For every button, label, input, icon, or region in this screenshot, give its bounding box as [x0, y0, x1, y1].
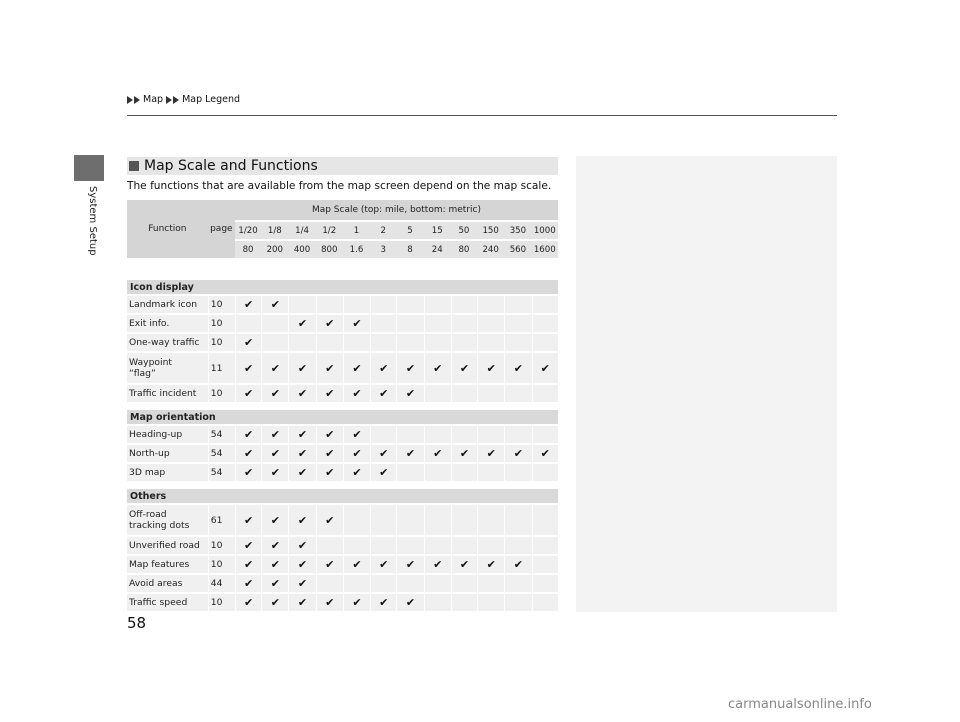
check-icon: ✔ [261, 505, 288, 535]
check-icon: ✔ [343, 594, 370, 611]
empty-cell [288, 334, 315, 351]
scale-metric-cell: 560 [504, 241, 531, 258]
empty-cell [532, 426, 558, 443]
category-label: Icon display [127, 280, 558, 294]
map-scale-table [127, 198, 558, 613]
scale-mile-cell: 1/8 [261, 222, 288, 239]
scale-metric-cell: 3 [370, 241, 396, 258]
empty-cell [477, 575, 504, 592]
empty-cell [370, 315, 396, 332]
empty-cell [288, 296, 315, 313]
check-icon: ✔ [316, 385, 343, 402]
check-icon: ✔ [235, 296, 261, 313]
page-ref: 54 [208, 445, 235, 462]
check-icon: ✔ [261, 464, 288, 481]
scale-mile-cell: 1/4 [288, 222, 315, 239]
empty-cell [396, 315, 423, 332]
check-icon: ✔ [288, 505, 315, 535]
empty-cell [532, 594, 558, 611]
scale-mile-cell: 5 [396, 222, 423, 239]
function-label: North-up [127, 445, 208, 462]
table-row [127, 537, 558, 554]
page-ref: 61 [208, 505, 235, 535]
scale-metric-cell: 240 [477, 241, 504, 258]
check-icon: ✔ [532, 445, 558, 462]
check-icon: ✔ [288, 315, 315, 332]
check-icon: ✔ [396, 353, 423, 383]
check-icon: ✔ [370, 594, 396, 611]
square-bullet-icon [129, 161, 139, 171]
function-label: Off-road tracking dots [127, 505, 208, 535]
table-row [127, 556, 558, 573]
empty-cell [451, 426, 477, 443]
scale-mile-cell: 1 [343, 222, 370, 239]
function-label: Traffic speed [127, 594, 208, 611]
empty-cell [477, 537, 504, 554]
scale-metric-cell: 80 [235, 241, 261, 258]
empty-cell [477, 315, 504, 332]
check-icon: ✔ [396, 445, 423, 462]
empty-cell [451, 464, 477, 481]
check-icon: ✔ [477, 353, 504, 383]
function-header: Function [127, 200, 208, 258]
scale-metric-cell: 1600 [532, 241, 558, 258]
check-icon: ✔ [235, 537, 261, 554]
empty-cell [370, 296, 396, 313]
table-row [127, 334, 558, 351]
check-icon: ✔ [343, 556, 370, 573]
check-icon: ✔ [235, 594, 261, 611]
empty-cell [370, 537, 396, 554]
function-label: Exit info. [127, 315, 208, 332]
check-icon: ✔ [261, 426, 288, 443]
empty-cell [424, 426, 451, 443]
check-icon: ✔ [316, 445, 343, 462]
check-icon: ✔ [235, 445, 261, 462]
chevron-right-icon [166, 96, 172, 104]
table-row [127, 426, 558, 443]
check-icon: ✔ [343, 464, 370, 481]
empty-cell [343, 537, 370, 554]
empty-cell [396, 505, 423, 535]
empty-cell [343, 505, 370, 535]
empty-cell [370, 575, 396, 592]
empty-cell [504, 315, 531, 332]
empty-cell [396, 334, 423, 351]
scale-header: Map Scale (top: mile, bottom: metric) [235, 200, 558, 220]
check-icon: ✔ [288, 594, 315, 611]
empty-cell [504, 426, 531, 443]
check-icon: ✔ [370, 445, 396, 462]
check-icon: ✔ [261, 575, 288, 592]
section-header [127, 157, 558, 175]
check-icon: ✔ [288, 385, 315, 402]
page-ref: 10 [208, 385, 235, 402]
check-icon: ✔ [261, 556, 288, 573]
empty-cell [261, 315, 288, 332]
table-row [127, 505, 558, 535]
page-ref: 10 [208, 296, 235, 313]
empty-cell [424, 315, 451, 332]
scale-metric-cell: 200 [261, 241, 288, 258]
notes-panel [576, 156, 837, 612]
check-icon: ✔ [235, 505, 261, 535]
page-number: 58 [127, 614, 147, 632]
table-row [127, 445, 558, 462]
chevron-right-icon [127, 96, 133, 104]
function-label: 3D map [127, 464, 208, 481]
check-icon: ✔ [316, 353, 343, 383]
table-row [127, 464, 558, 481]
empty-cell [261, 334, 288, 351]
check-icon: ✔ [235, 464, 261, 481]
empty-cell [451, 594, 477, 611]
function-label: Avoid areas [127, 575, 208, 592]
empty-cell [504, 594, 531, 611]
scale-metric-cell: 8 [396, 241, 423, 258]
check-icon: ✔ [370, 464, 396, 481]
empty-cell [424, 537, 451, 554]
check-icon: ✔ [396, 385, 423, 402]
empty-cell [504, 537, 531, 554]
empty-cell [504, 575, 531, 592]
page-ref: 54 [208, 464, 235, 481]
check-icon: ✔ [477, 445, 504, 462]
function-label: One-way traffic [127, 334, 208, 351]
empty-cell [343, 334, 370, 351]
empty-cell [532, 315, 558, 332]
check-icon: ✔ [343, 385, 370, 402]
empty-cell [424, 385, 451, 402]
empty-cell [532, 334, 558, 351]
check-icon: ✔ [396, 556, 423, 573]
header-rule [127, 115, 837, 116]
check-icon: ✔ [288, 464, 315, 481]
empty-cell [370, 426, 396, 443]
check-icon: ✔ [235, 426, 261, 443]
check-icon: ✔ [532, 353, 558, 383]
empty-cell [477, 505, 504, 535]
page-header: page [208, 200, 235, 258]
check-icon: ✔ [288, 445, 315, 462]
page-ref: 54 [208, 426, 235, 443]
empty-cell [451, 315, 477, 332]
function-label: Traffic incident [127, 385, 208, 402]
empty-cell [504, 505, 531, 535]
table-row [127, 296, 558, 313]
check-icon: ✔ [288, 353, 315, 383]
empty-cell [451, 296, 477, 313]
check-icon: ✔ [261, 353, 288, 383]
chevron-right-icon [134, 96, 140, 104]
check-icon: ✔ [451, 353, 477, 383]
function-label: Heading-up [127, 426, 208, 443]
empty-cell [316, 537, 343, 554]
check-icon: ✔ [316, 594, 343, 611]
chevron-right-icon [173, 96, 179, 104]
empty-cell [451, 505, 477, 535]
table-row [127, 385, 558, 402]
empty-cell [451, 575, 477, 592]
check-icon: ✔ [316, 505, 343, 535]
check-icon: ✔ [370, 556, 396, 573]
check-icon: ✔ [235, 556, 261, 573]
check-icon: ✔ [504, 445, 531, 462]
table-body [127, 280, 558, 611]
empty-cell [424, 505, 451, 535]
breadcrumb-item-map-legend[interactable]: Map Legend [182, 94, 241, 105]
empty-cell [370, 505, 396, 535]
page-ref: 11 [208, 353, 235, 383]
scale-mile-cell: 350 [504, 222, 531, 239]
empty-cell [396, 426, 423, 443]
check-icon: ✔ [235, 575, 261, 592]
check-icon: ✔ [504, 353, 531, 383]
check-icon: ✔ [396, 594, 423, 611]
empty-cell [343, 575, 370, 592]
empty-cell [477, 296, 504, 313]
watermark: carmanualsonline.info [728, 697, 872, 712]
empty-cell [396, 464, 423, 481]
check-icon: ✔ [343, 426, 370, 443]
scale-mile-cell: 150 [477, 222, 504, 239]
section-title: Map Scale and Functions [144, 158, 318, 174]
empty-cell [532, 575, 558, 592]
empty-cell [235, 315, 261, 332]
page-ref: 10 [208, 594, 235, 611]
breadcrumb-item-map[interactable]: Map [143, 94, 164, 105]
check-icon: ✔ [261, 537, 288, 554]
empty-cell [424, 575, 451, 592]
empty-cell [316, 575, 343, 592]
empty-cell [316, 334, 343, 351]
check-icon: ✔ [477, 556, 504, 573]
empty-cell [396, 537, 423, 554]
function-label: Unverified road [127, 537, 208, 554]
scale-mile-cell: 50 [451, 222, 477, 239]
check-icon: ✔ [261, 296, 288, 313]
empty-cell [424, 464, 451, 481]
empty-cell [451, 334, 477, 351]
empty-cell [477, 426, 504, 443]
empty-cell [451, 537, 477, 554]
check-icon: ✔ [235, 385, 261, 402]
check-icon: ✔ [288, 537, 315, 554]
function-label: Landmark icon [127, 296, 208, 313]
scale-mile-cell: 1000 [532, 222, 558, 239]
check-icon: ✔ [288, 556, 315, 573]
empty-cell [504, 385, 531, 402]
section-intro: The functions that are available from the map screen depend on the map scale. [127, 180, 552, 192]
check-icon: ✔ [261, 445, 288, 462]
category-label: Others [127, 489, 558, 503]
check-icon: ✔ [504, 556, 531, 573]
empty-cell [477, 385, 504, 402]
page-ref: 10 [208, 334, 235, 351]
check-icon: ✔ [343, 315, 370, 332]
scale-metric-cell: 1.6 [343, 241, 370, 258]
category-label: Map orientation [127, 410, 558, 424]
category-row [127, 280, 558, 294]
check-icon: ✔ [424, 556, 451, 573]
check-icon: ✔ [316, 426, 343, 443]
check-icon: ✔ [316, 556, 343, 573]
empty-cell [532, 385, 558, 402]
empty-cell [504, 296, 531, 313]
empty-cell [396, 296, 423, 313]
empty-cell [396, 575, 423, 592]
page-ref: 10 [208, 537, 235, 554]
side-label: System Setup [87, 186, 98, 256]
empty-cell [343, 296, 370, 313]
scale-metric-cell: 80 [451, 241, 477, 258]
empty-cell [532, 296, 558, 313]
scale-mile-cell: 2 [370, 222, 396, 239]
function-label: Waypoint “flag” [127, 353, 208, 383]
category-row [127, 489, 558, 503]
empty-cell [424, 594, 451, 611]
empty-cell [451, 385, 477, 402]
check-icon: ✔ [316, 464, 343, 481]
table-row [127, 575, 558, 592]
scale-metric-cell: 800 [316, 241, 343, 258]
check-icon: ✔ [424, 353, 451, 383]
side-tab [74, 155, 104, 181]
check-icon: ✔ [235, 334, 261, 351]
function-label: Map features [127, 556, 208, 573]
empty-cell [370, 334, 396, 351]
check-icon: ✔ [261, 594, 288, 611]
empty-cell [424, 334, 451, 351]
page-ref: 44 [208, 575, 235, 592]
scale-mile-cell: 1/2 [316, 222, 343, 239]
scale-mile-cell: 15 [424, 222, 451, 239]
table-row [127, 315, 558, 332]
category-row [127, 410, 558, 424]
scale-mile-cell: 1/20 [235, 222, 261, 239]
empty-cell [477, 464, 504, 481]
check-icon: ✔ [288, 575, 315, 592]
check-icon: ✔ [235, 353, 261, 383]
empty-cell [532, 537, 558, 554]
empty-cell [504, 334, 531, 351]
check-icon: ✔ [370, 385, 396, 402]
check-icon: ✔ [451, 556, 477, 573]
empty-cell [504, 464, 531, 481]
scale-metric-cell: 24 [424, 241, 451, 258]
scale-metric-cell: 400 [288, 241, 315, 258]
check-icon: ✔ [370, 353, 396, 383]
empty-cell [316, 296, 343, 313]
page-ref: 10 [208, 556, 235, 573]
check-icon: ✔ [343, 353, 370, 383]
breadcrumb [127, 94, 240, 105]
check-icon: ✔ [451, 445, 477, 462]
check-icon: ✔ [424, 445, 451, 462]
check-icon: ✔ [316, 315, 343, 332]
check-icon: ✔ [261, 385, 288, 402]
empty-cell [532, 505, 558, 535]
empty-cell [532, 464, 558, 481]
table-row [127, 353, 558, 383]
empty-cell [477, 334, 504, 351]
empty-cell [532, 556, 558, 573]
page-ref: 10 [208, 315, 235, 332]
check-icon: ✔ [288, 426, 315, 443]
table-row [127, 594, 558, 611]
check-icon: ✔ [343, 445, 370, 462]
empty-cell [424, 296, 451, 313]
empty-cell [477, 594, 504, 611]
